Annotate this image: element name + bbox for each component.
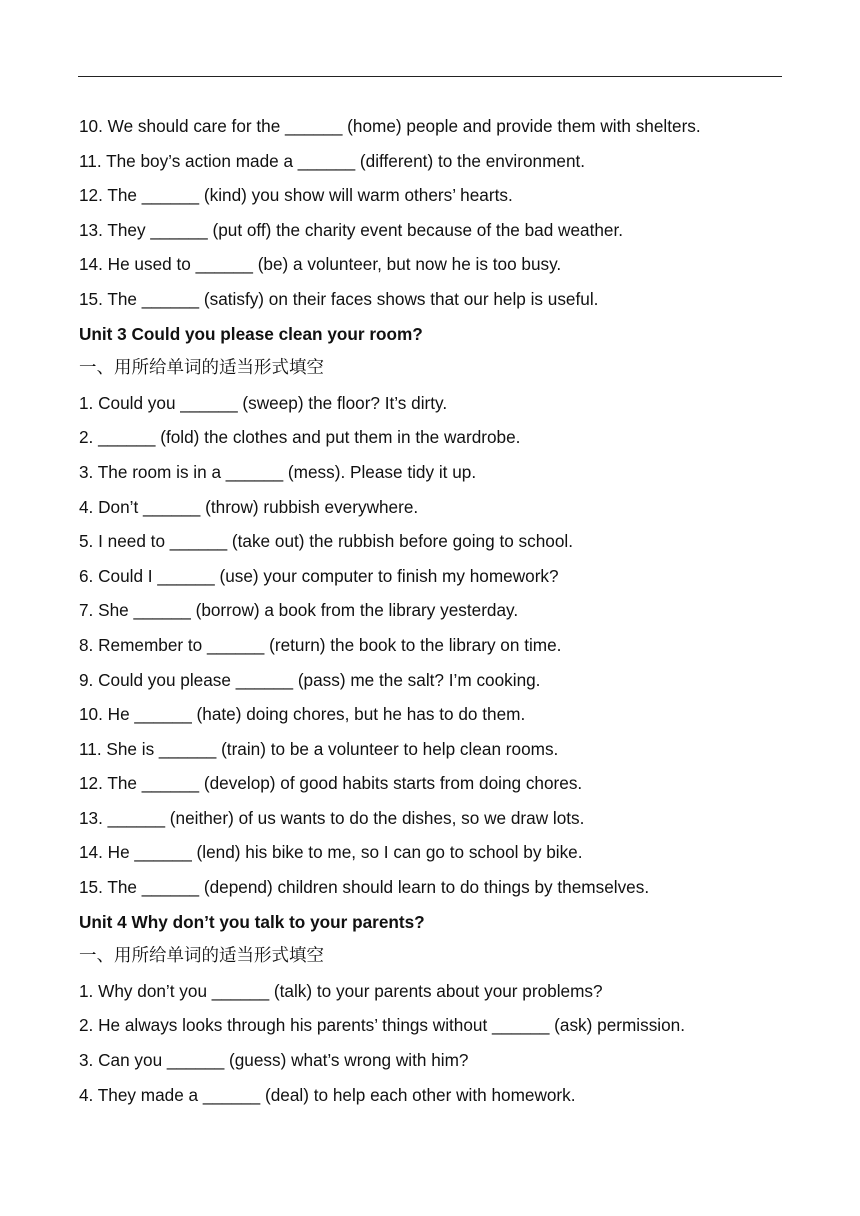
exercise-item: 11. She is ______ (train) to be a volunteer to help clean rooms.	[79, 738, 559, 759]
section-heading: 一、用所给单词的适当形式填空	[79, 946, 324, 967]
exercise-item: 10. He ______ (hate) doing chores, but he has to do them.	[79, 704, 526, 725]
document-content	[79, 109, 799, 1112]
exercise-item: 12. The ______ (kind) you show will warm others’ hearts.	[79, 185, 513, 206]
exercise-item: 4. They made a ______ (deal) to help each other with homework.	[79, 1084, 576, 1105]
exercise-item: 7. She ______ (borrow) a book from the library yesterday.	[79, 600, 519, 621]
unit-heading: Unit 3 Could you please clean your room?	[79, 323, 423, 344]
exercise-item: 14. He used to ______ (be) a volunteer, but now he is too busy.	[79, 254, 562, 275]
unit-heading: Unit 4 Why don’t you talk to your parents?	[79, 911, 425, 932]
exercise-item: 5. I need to ______ (take out) the rubbish before going to school.	[79, 531, 574, 552]
header-rule	[78, 76, 782, 77]
section-heading: 一、用所给单词的适当形式填空	[79, 358, 324, 379]
exercise-item: 13. They ______ (put off) the charity event because of the bad weather.	[79, 219, 624, 240]
exercise-item: 6. Could I ______ (use) your computer to finish my homework?	[79, 565, 559, 586]
exercise-item: 15. The ______ (depend) children should learn to do things by themselves.	[79, 877, 650, 898]
exercise-item: 3. The room is in a ______ (mess). Please tidy it up.	[79, 461, 477, 482]
exercise-item: 12. The ______ (develop) of good habits starts from doing chores.	[79, 773, 583, 794]
exercise-item: 9. Could you please ______ (pass) me the salt? I’m cooking.	[79, 669, 541, 690]
exercise-item: 13. ______ (neither) of us wants to do the dishes, so we draw lots.	[79, 807, 585, 828]
exercise-item: 14. He ______ (lend) his bike to me, so I can go to school by bike.	[79, 842, 583, 863]
exercise-item: 15. The ______ (satisfy) on their faces shows that our help is useful.	[79, 288, 599, 309]
exercise-item: 1. Why don’t you ______ (talk) to your parents about your problems?	[79, 980, 603, 1001]
exercise-item: 3. Can you ______ (guess) what’s wrong with him?	[79, 1050, 469, 1071]
exercise-item: 10. We should care for the ______ (home) people and provide them with shelters.	[79, 116, 701, 136]
exercise-item: 1. Could you ______ (sweep) the floor? It’s dirty.	[79, 392, 448, 413]
exercise-item: 2. He always looks through his parents’ things without ______ (ask) permission.	[79, 1015, 686, 1036]
exercise-item: 4. Don’t ______ (throw) rubbish everywhere.	[79, 496, 419, 517]
exercise-item: 2. ______ (fold) the clothes and put them in the wardrobe.	[79, 427, 521, 448]
exercise-item: 8. Remember to ______ (return) the book to the library on time.	[79, 634, 562, 655]
exercise-item: 11. The boy’s action made a ______ (different) to the environment.	[79, 150, 586, 171]
